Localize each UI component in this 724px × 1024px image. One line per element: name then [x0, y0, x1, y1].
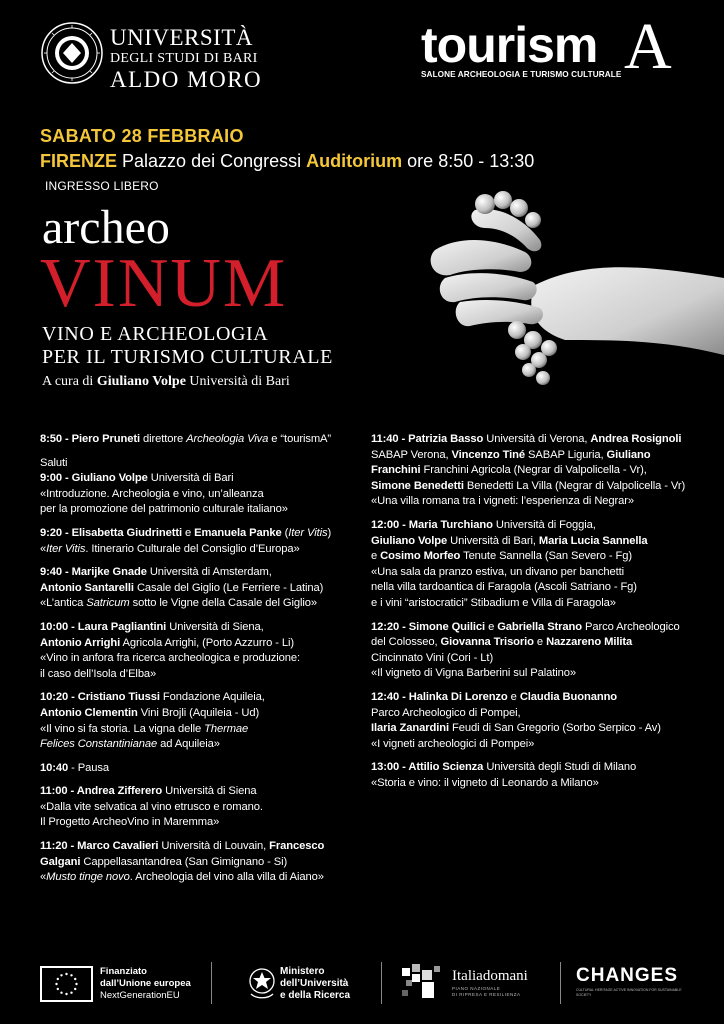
program-line	[40, 565, 360, 581]
program-line	[40, 870, 360, 886]
footer-divider	[560, 962, 561, 1004]
program-text: Ilaria Zanardini	[371, 722, 449, 735]
program-item	[40, 690, 360, 752]
program-column-left	[40, 432, 360, 894]
program-text: Iter Vitis	[288, 526, 328, 539]
curator-line	[42, 374, 290, 390]
program-text: «	[40, 871, 47, 884]
title-subtitle	[42, 323, 333, 369]
program-item	[40, 432, 360, 448]
program-item	[40, 620, 360, 682]
university-line1: UNIVERSITÀ	[110, 25, 253, 50]
program-text: «Vino in anfora fra ricerca archeologica e produzione:	[40, 652, 300, 665]
program-item	[371, 690, 711, 752]
program-line	[371, 479, 711, 495]
program-text: Benedetti La Villa (Negrar di Valpolicella - Vr)	[463, 479, 686, 492]
program-line	[371, 596, 711, 612]
program-line	[40, 471, 360, 487]
program-line	[40, 722, 360, 738]
program-text: sotto le Vigne della Casale del Giglio»	[129, 597, 317, 610]
italiadomani-subtitle	[452, 986, 521, 998]
program-line	[371, 565, 711, 581]
title-vinum: VINUM	[40, 245, 288, 322]
program-line	[40, 761, 360, 777]
eu-funding-text	[100, 966, 191, 1002]
program-line	[40, 596, 360, 612]
program-text: Giovanna Trisorio	[440, 636, 534, 649]
program-text: 12:00 - Maria Turchiano	[371, 518, 493, 531]
program-line	[40, 581, 360, 597]
program-line	[40, 542, 360, 558]
footer-divider	[381, 962, 382, 1004]
program-text: Università di Siena,	[166, 620, 264, 633]
program-line	[40, 784, 360, 800]
program-line	[371, 690, 711, 706]
program-text: Università degli Studi di Milano	[483, 761, 637, 774]
program-text: il caso dell’Isola d’Elba»	[40, 667, 157, 680]
program-line	[40, 502, 360, 518]
program-item	[40, 526, 360, 557]
program-text: Università di Amsterdam,	[146, 566, 272, 579]
program-text: Università di Bari	[147, 472, 234, 485]
program-text: Claudia Buonanno	[519, 690, 618, 703]
eu-line3: NextGenerationEU	[100, 990, 180, 1001]
program-line	[371, 580, 711, 596]
program-item	[371, 432, 711, 510]
program-text: Andrea Rosignoli	[590, 433, 682, 445]
program-text: «Il vigneto di Vigna Barberini sul Palatino»	[371, 667, 576, 680]
program-line	[371, 463, 711, 479]
program-item	[40, 839, 360, 886]
program-text: «	[40, 542, 47, 555]
program-text: «Il vino si fa storia. La vigna delle	[40, 722, 205, 735]
program-line	[40, 667, 360, 683]
program-text: ad Aquileia»	[157, 738, 220, 751]
tourisma-logo-word: tourism	[421, 17, 598, 73]
program-text: Università di Foggia,	[492, 518, 596, 531]
program-line	[371, 448, 711, 464]
program-line	[40, 432, 360, 448]
program-line	[371, 776, 711, 792]
program-line	[371, 549, 711, 565]
university-name	[110, 26, 262, 91]
program-text: Cosimo Morfeo	[380, 550, 461, 563]
program-text: . Archeologia del vino alla villa di Aiano»	[129, 871, 324, 884]
program-line	[371, 651, 711, 667]
program-text: 12:20 - Simone Quilici	[371, 620, 486, 633]
program-line	[40, 855, 360, 871]
program-text: Saluti	[40, 456, 68, 469]
program-line	[371, 518, 711, 534]
program-text: e	[533, 636, 547, 649]
event-city: FIRENZE	[40, 151, 118, 171]
program-text: e	[507, 690, 520, 703]
program-text: Giuliano Volpe	[371, 534, 448, 547]
program-item	[371, 518, 711, 612]
program-text: )	[327, 526, 332, 539]
curator-prefix: A cura di	[42, 374, 94, 389]
program-text: «L’antica	[40, 597, 87, 610]
program-line	[40, 839, 360, 855]
program-text: 10:00 - Laura Pagliantini	[40, 620, 167, 633]
program-text: Galgani	[40, 855, 81, 868]
program-text: 11:40 - Patrizia Basso	[371, 433, 484, 445]
footer-divider	[211, 962, 212, 1004]
program-text: Emanuela Panke	[194, 526, 282, 539]
program-text: Università di Verona,	[483, 433, 591, 445]
event-room: Auditorium	[306, 151, 403, 171]
program-text: Maria Lucia Sannella	[538, 534, 648, 547]
program-text: «I vigneti archeologici di Pompei»	[371, 737, 535, 750]
program-line	[40, 690, 360, 706]
title-subtitle-line2: PER IL TURISMO CULTURALE	[42, 346, 333, 368]
title-archeo: archeo	[42, 201, 170, 254]
program-text: Cappellasantandrea (San Gimignano - Si)	[80, 855, 288, 868]
program-line	[40, 456, 360, 472]
program-text: 10:40	[40, 761, 69, 774]
ministry-line3: e della Ricerca	[280, 990, 351, 1001]
event-venue: Palazzo dei Congressi	[122, 151, 302, 171]
program-text: Thermae	[204, 722, 249, 735]
curator-name: Giuliano Volpe	[96, 374, 186, 389]
program-text: Giuliano	[606, 448, 651, 461]
program-text: Università di Siena	[162, 785, 257, 798]
program-text: Casale del Giglio (Le Ferriere - Latina)	[133, 581, 324, 594]
program-text: 9:40 - Marijke Gnade	[40, 566, 147, 579]
program-text: 13:00 - Attilio Scienza	[371, 761, 484, 774]
program-text: Cincinnato Vini (Cori - Lt)	[371, 651, 494, 664]
program-line	[371, 432, 711, 448]
statue-hand-grapes-image	[415, 190, 724, 420]
program-text: «Una villa romana tra i vigneti: l’esperienza di Negrar»	[371, 495, 635, 508]
program-text: SABAP Liguria,	[525, 448, 607, 461]
italiadomani-sub1: PIANO NAZIONALE	[452, 986, 501, 991]
program-text: «Introduzione. Archeologia e vino, un’alleanza	[40, 487, 264, 500]
program-text: Antonio Arrighi	[40, 636, 121, 649]
program-text: 11:20 - Marco Cavalieri	[40, 840, 159, 853]
program-line	[371, 721, 711, 737]
program-text: e	[371, 550, 381, 563]
program-text: Nazzareno Milita	[546, 636, 633, 649]
changes-logo: CHANGES	[576, 965, 679, 986]
program-text: 10:20 - Cristiano Tiussi	[40, 691, 160, 704]
program-line	[40, 737, 360, 753]
program-item	[371, 760, 711, 791]
program-text: Satricum	[86, 597, 130, 610]
program-text: Parco Archeologico di Pompei,	[371, 706, 521, 719]
program-text: . Itinerario Culturale del Consiglio d’Europa»	[85, 542, 300, 555]
program-item	[371, 620, 711, 682]
eu-line1: Finanziato	[100, 966, 147, 977]
event-date: SABATO 28 FEBBRAIO	[40, 126, 244, 146]
curator-affiliation: Università di Bari	[189, 374, 290, 389]
program-text: Musto tinge novo	[46, 871, 130, 884]
program-text: «Storia e vino: il vigneto di Leonardo a Milano»	[371, 776, 599, 789]
program-text: Parco Archeologico	[582, 620, 680, 633]
program-text: (	[281, 526, 289, 539]
program-line	[371, 534, 711, 550]
program-item	[40, 761, 360, 777]
program-text: 11:00 - Andrea Zifferero	[40, 785, 163, 798]
program-text: nella villa tardoantica di Faragola (Ascoli Satriano - Fg)	[371, 581, 637, 594]
university-line2: DEGLI STUDI DI BARI	[110, 51, 258, 66]
eu-flag-icon	[40, 966, 93, 1002]
program-text: Franchini	[371, 464, 421, 477]
italiadomani-logo-icon	[398, 960, 446, 1006]
program-line	[371, 737, 711, 753]
program-line	[40, 620, 360, 636]
program-text: Antonio Clementin	[40, 706, 138, 719]
program-text: Agricola Arrighi, (Porto Azzurro - Li)	[120, 636, 295, 649]
program-text: e i vini “aristocratici” Stibadium e Villa di Faragola»	[371, 596, 616, 609]
university-seal-icon	[41, 22, 103, 84]
program-text: 9:20 - Elisabetta Giudrinetti	[40, 526, 182, 539]
program-line	[371, 706, 711, 722]
program-line	[371, 620, 711, 636]
program-text: direttore	[139, 433, 187, 445]
program-text: per la promozione del patrimonio culturale italiano»	[40, 503, 288, 516]
program-line	[371, 666, 711, 682]
event-time: ore 8:50 - 13:30	[407, 151, 535, 171]
program-text: «Una sala da pranzo estiva, un divano per banchetti	[371, 565, 625, 578]
program-text: e “tourismA”	[268, 433, 332, 445]
program-text: «Dalla vite selvatica al vino etrusco e romano.	[40, 800, 263, 813]
program-text: Fondazione Aquileia,	[159, 691, 265, 704]
ministry-line1: Ministero	[280, 966, 325, 977]
program-text: Francesco	[269, 840, 325, 853]
tourisma-subtitle: SALONE ARCHEOLOGIA E TURISMO CULTURALE	[421, 70, 622, 79]
program-line	[371, 635, 711, 651]
ministry-line2: dell’Università	[280, 978, 349, 989]
program-line	[40, 800, 360, 816]
program-text: 8:50 - Piero Pruneti	[40, 433, 140, 445]
italian-republic-emblem-icon	[248, 964, 276, 1002]
program-text: Franchini Agricola (Negrar di Valpolicella - Vr),	[420, 464, 647, 477]
program-text: Simone Benedetti	[371, 479, 464, 492]
tourisma-logo-letter: A	[624, 10, 672, 83]
title-subtitle-line1: VINO E ARCHEOLOGIA	[42, 323, 269, 345]
program-text: 12:40 - Halinka Di Lorenzo	[371, 690, 508, 703]
event-location	[40, 151, 534, 172]
program-text: Università di Louvain,	[158, 840, 270, 853]
program-text: e	[181, 526, 195, 539]
program-text: 9:00 - Giuliano Volpe	[40, 472, 148, 485]
program-text: Antonio Santarelli	[40, 581, 134, 594]
program-text: SABAP Verona,	[371, 448, 452, 461]
program-line	[371, 760, 711, 776]
program-line	[40, 706, 360, 722]
italiadomani-sub2: DI RIPRESA E RESILIENZA	[452, 992, 521, 997]
program-text: Gabriella Strano	[497, 620, 583, 633]
program-column-right	[371, 432, 711, 799]
program-line	[371, 494, 711, 510]
eu-line2: dall’Unione europea	[100, 978, 191, 989]
italiadomani-name: Italiadomani	[452, 968, 528, 984]
program-text: Felices Constantinianae	[40, 738, 158, 751]
program-text: Università di Bari,	[447, 534, 539, 547]
program-line	[40, 636, 360, 652]
university-line3: ALDO MORO	[110, 67, 263, 92]
program-item	[40, 784, 360, 831]
program-line	[40, 487, 360, 503]
program-text: Tenute Sannella (San Severo - Fg)	[460, 550, 633, 563]
program-text: Il Progetto ArcheoVino in Maremma»	[40, 816, 220, 829]
program-text: - Pausa	[68, 761, 109, 774]
event-entry: INGRESSO LIBERO	[45, 179, 159, 193]
program-item	[40, 456, 360, 518]
program-line	[40, 526, 360, 542]
program-text: Feudi di San Gregorio (Sorbo Serpico - Av)	[448, 722, 661, 735]
program-text: Vini Brojli (Aquileia - Ud)	[137, 706, 260, 719]
program-line	[40, 651, 360, 667]
program-line	[40, 815, 360, 831]
program-text: del Colosseo,	[371, 636, 441, 649]
ministry-name	[280, 966, 350, 1002]
changes-subtitle: CULTURAL HERITAGE ACTIVE INNOVATION FOR SUSTAINABLE SOCIETY	[576, 988, 682, 997]
program-text: e	[485, 620, 498, 633]
program-text: Archeologia Viva	[186, 433, 269, 445]
program-text: Iter Vitis	[46, 542, 86, 555]
program-text: Vincenzo Tiné	[451, 448, 526, 461]
program-item	[40, 565, 360, 612]
